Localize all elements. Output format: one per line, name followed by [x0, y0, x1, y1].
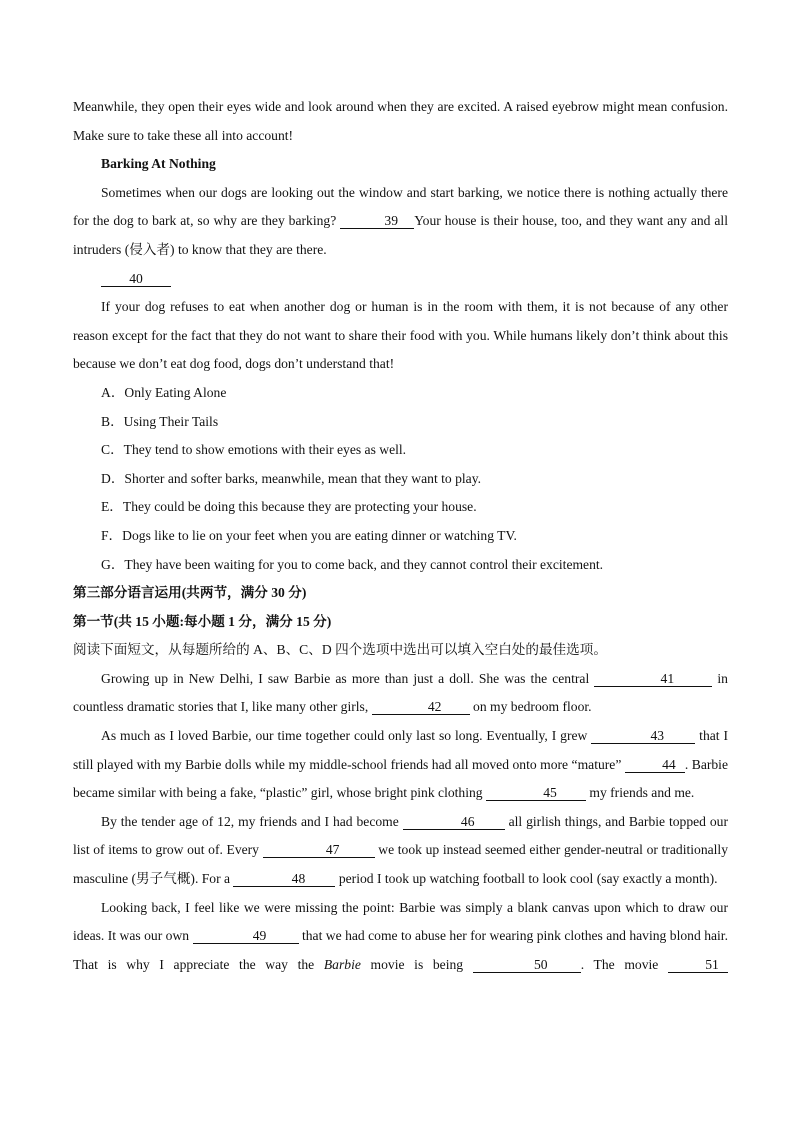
blank-41: 41	[594, 672, 712, 687]
text: all girlish things, and Barbie topped our list of items to grow out of. Every	[73, 813, 728, 858]
blank-48: 48	[233, 872, 335, 887]
text: Growing up in New Delhi, I saw Barbie as more than just a doll. She was the central	[101, 670, 595, 686]
option-letter: A．	[101, 384, 125, 400]
text: Your house is their house, too, and they want any and all intruders (侵入者) to know that they are there.	[73, 213, 728, 257]
text: movie is being	[360, 956, 473, 972]
blank-43: 43	[591, 729, 695, 744]
text: Sometimes when our dogs are looking out the window and start barking, we notice there is nothing actually there for the dog to bark at, so why are they barking?	[73, 184, 728, 229]
blank-39: 39	[340, 214, 414, 229]
option-letter: B．	[101, 413, 124, 429]
blank-51: 51	[668, 958, 728, 973]
option-text: They could be doing this because they are protecting your house.	[122, 499, 477, 515]
option-letter: G．	[101, 556, 125, 572]
text: By the tender age of 12, my friends and I had become	[101, 813, 403, 829]
blank-50: 50	[473, 958, 581, 973]
cloze-paragraph-1	[73, 665, 728, 722]
text: Looking back, I feel like we were missing the point: Barbie was simply a blank canvas upon which to draw our ideas. It was our own	[73, 899, 728, 944]
text: period I took up watching football to look cool (say exactly a month).	[335, 871, 718, 887]
blank-47: 47	[263, 843, 375, 858]
text: . The movie	[580, 956, 668, 972]
option-text: They tend to show emotions with their eyes as well.	[123, 442, 407, 458]
text: in countless dramatic stories that I, like many other girls,	[73, 670, 728, 715]
option-b	[73, 408, 728, 437]
blank-49: 49	[193, 929, 299, 944]
option-f	[73, 522, 728, 551]
text: we took up instead seemed either gender-neutral or traditionally masculine (男子气概). For a	[73, 842, 728, 887]
option-letter: F．	[101, 527, 123, 543]
cloze-paragraph-3	[73, 808, 728, 894]
subsection-title: 第一节(共 15 小题:每小题 1 分，满分 15 分)	[73, 613, 332, 629]
paragraph-eyes: Meanwhile, they open their eyes wide and look around when they are excited. A raised eyebrow might mean confusion. Make sure to take these all into account!	[73, 99, 728, 143]
paragraph-barking	[73, 179, 728, 265]
instruction-text: 阅读下面短文，从每题所给的 A、B、C、D 四个选项中选出可以填入空白处的最佳选项。	[73, 642, 607, 658]
option-g	[73, 551, 728, 580]
text: my friends and me.	[585, 785, 695, 801]
option-text: Dogs like to lie on your feet when you are eating dinner or watching TV.	[122, 527, 517, 543]
blank-40-line	[73, 265, 728, 294]
option-letter: C．	[101, 442, 124, 458]
subheading-barking: Barking At Nothing	[101, 156, 216, 172]
section-title: 第三部分语言运用(共两节，满分 30 分)	[73, 585, 307, 601]
option-letter: E．	[101, 499, 123, 515]
text: . Barbie became similar with being a fake, “plastic” girl, whose bright pink clothing	[73, 756, 728, 801]
option-text: They have been waiting for you to come back, and they cannot control their excitement.	[124, 556, 604, 572]
blank-46: 46	[403, 815, 505, 830]
option-letter: D．	[101, 470, 125, 486]
blank-42: 42	[372, 700, 470, 715]
option-d	[73, 465, 728, 494]
cloze-paragraph-4	[73, 894, 728, 1008]
cloze-paragraph-2	[73, 722, 728, 808]
option-text: Shorter and softer barks, meanwhile, mean that they want to play.	[124, 470, 482, 486]
text: that we had come to abuse her for wearing pink clothes and having blond hair. That is why I appreciate the way the	[73, 928, 728, 972]
text: that I still played with my Barbie dolls while my middle-school friends had all moved onto more “mature”	[73, 728, 728, 772]
blank-45: 45	[486, 786, 586, 801]
option-text: Only Eating Alone	[124, 384, 227, 400]
text: on my bedroom floor.	[469, 699, 592, 715]
option-e	[73, 493, 728, 522]
option-a	[73, 379, 728, 408]
paragraph-eating: If your dog refuses to eat when another dog or human is in the room with them, it is not because of any other reason except for the fact that they do not want to share their food with you. While humans likely don’t think about this because we don’t eat dog food, dogs don’t understand that!	[73, 299, 728, 372]
page-content	[73, 93, 728, 1008]
blank-40: 40	[101, 272, 171, 287]
option-text: Using Their Tails	[123, 413, 219, 429]
movie-title: Barbie	[323, 956, 361, 972]
option-c	[73, 436, 728, 465]
blank-44: 44	[625, 758, 685, 773]
text: As much as I loved Barbie, our time together could only last so long. Eventually, I grew	[101, 728, 592, 744]
